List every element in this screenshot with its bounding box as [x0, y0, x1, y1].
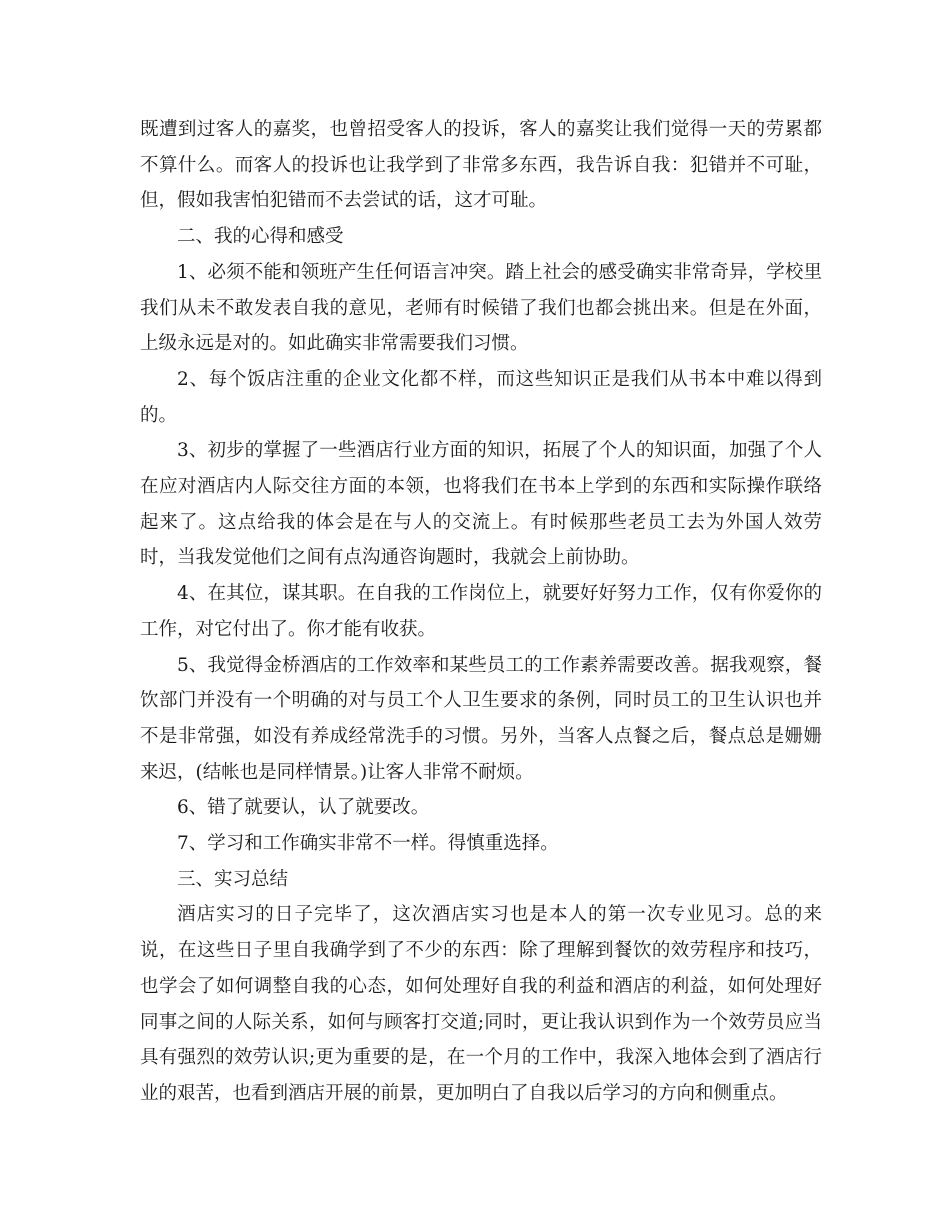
paragraph-summary: 酒店实习的日子完毕了，这次酒店实习也是本人的第一次专业见习。总的来说，在这些日子里自我确学到了不少的东西：除了理解到餐饮的效劳程序和技巧，也学会了如何调整自我的心态，如何处理好自我的利益和酒店的利益，如何处理好同事之间的人际关系，如何与顾客打交道;同时，更让我认识到作为一个效劳员应当具有强烈的效劳认识;更为重要的是，在一个月的工作中，我深入地体会到了酒店行业的艰苦，也看到酒店开展的前景，更加明白了自我以后学习的方向和侧重点。 [140, 904, 822, 1104]
paragraph-continuation: 既遭到过客人的嘉奖，也曾招受客人的投诉，客人的嘉奖让我们觉得一天的劳累都不算什么。而客人的投诉也让我学到了非常多东西，我告诉自我：犯错并不可耻，但，假如我害怕犯错而不去尝试的话，这才可耻。 [140, 119, 822, 212]
paragraph-item-2: 2、每个饭店注重的企业文化都不样，而这些知识正是我们从书本中难以得到的。 [140, 368, 822, 426]
paragraph-item-7: 7、学习和工作确实非常不一样。得慎重选择。 [177, 833, 559, 855]
paragraph-item-1: 1、必须不能和领班产生任何语言冲突。踏上社会的感受确实非常奇异，学校里我们从未不敢发表自我的意见，老师有时候错了我们也都会挑出来。但是在外面，上级永远是对的。如此确实非常需要我们习惯。 [140, 261, 822, 355]
paragraph-item-3: 3、初步的掌握了一些酒店行业方面的知识，拓展了个人的知识面，加强了个人在应对酒店内人际交往方面的本领，也将我们在书本上学到的东西和实际操作联络起来了。这点给我的体会是在与人的交流上。有时候那些老员工去为外国人效劳时，当我发觉他们之间有点沟通咨询题时，我就会上前协助。 [140, 440, 822, 569]
document-body [140, 112, 822, 1112]
paragraph-item-5: 5、我觉得金桥酒店的工作效率和某些员工的工作素养需要改善。据我观察，餐饮部门并没有一个明确的对与员工个人卫生要求的条例，同时员工的卫生认识也并不是非常强，如没有养成经常洗手的习惯。另外，当客人点餐之后，餐点总是姗姗来迟，(结帐也是同样情景。)让客人非常不耐烦。 [140, 654, 822, 783]
section-heading-summary: 三、实习总结 [177, 868, 289, 890]
paragraph-item-6: 6、错了就要认，认了就要改。 [177, 797, 430, 819]
section-heading-insights: 二、我的心得和感受 [177, 226, 344, 248]
paragraph-item-4: 4、在其位，谋其职。在自我的工作岗位上，就要好好努力工作，仅有你爱你的工作，对它付出了。你才能有收获。 [140, 583, 822, 640]
